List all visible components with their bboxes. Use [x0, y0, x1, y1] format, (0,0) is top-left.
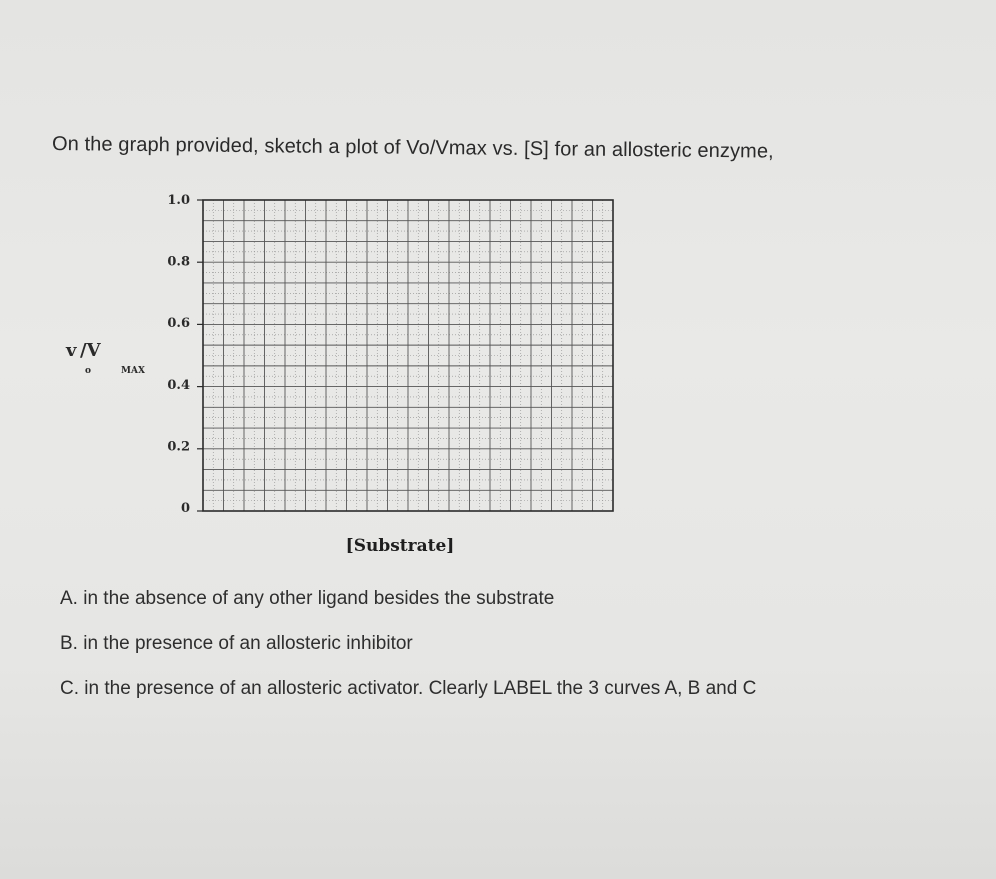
y-label-vmax: /V — [80, 340, 101, 361]
option-a: A. in the absence of any other ligand besides the substrate — [60, 588, 555, 609]
x-axis-label: [Substrate] — [345, 536, 455, 556]
y-label-sub-o: o — [85, 366, 92, 376]
y-tick-label: 0.8 — [167, 254, 190, 270]
answer-options — [60, 588, 756, 723]
option-c: C. in the presence of an allosteric activator. Clearly LABEL the 3 curves A, B and C — [60, 678, 757, 699]
y-tick-label: 1.0 — [167, 193, 190, 208]
option-b: B. in the presence of an allosteric inhibitor — [60, 633, 413, 654]
y-label-v: v — [66, 340, 77, 361]
y-axis-label — [65, 340, 145, 376]
y-axis-ticks — [167, 193, 203, 516]
question-text: On the graph provided, sketch a plot of Vo/Vmax vs. [S] for an allosteric enzyme, — [51, 133, 774, 163]
y-tick-label: 0.6 — [167, 316, 190, 332]
y-label-sub-max: MAX — [121, 366, 145, 376]
y-tick-label: 0 — [180, 501, 190, 516]
y-tick-label: 0.4 — [167, 377, 190, 393]
y-tick-label: 0.2 — [167, 439, 190, 455]
grid-major — [203, 200, 613, 511]
